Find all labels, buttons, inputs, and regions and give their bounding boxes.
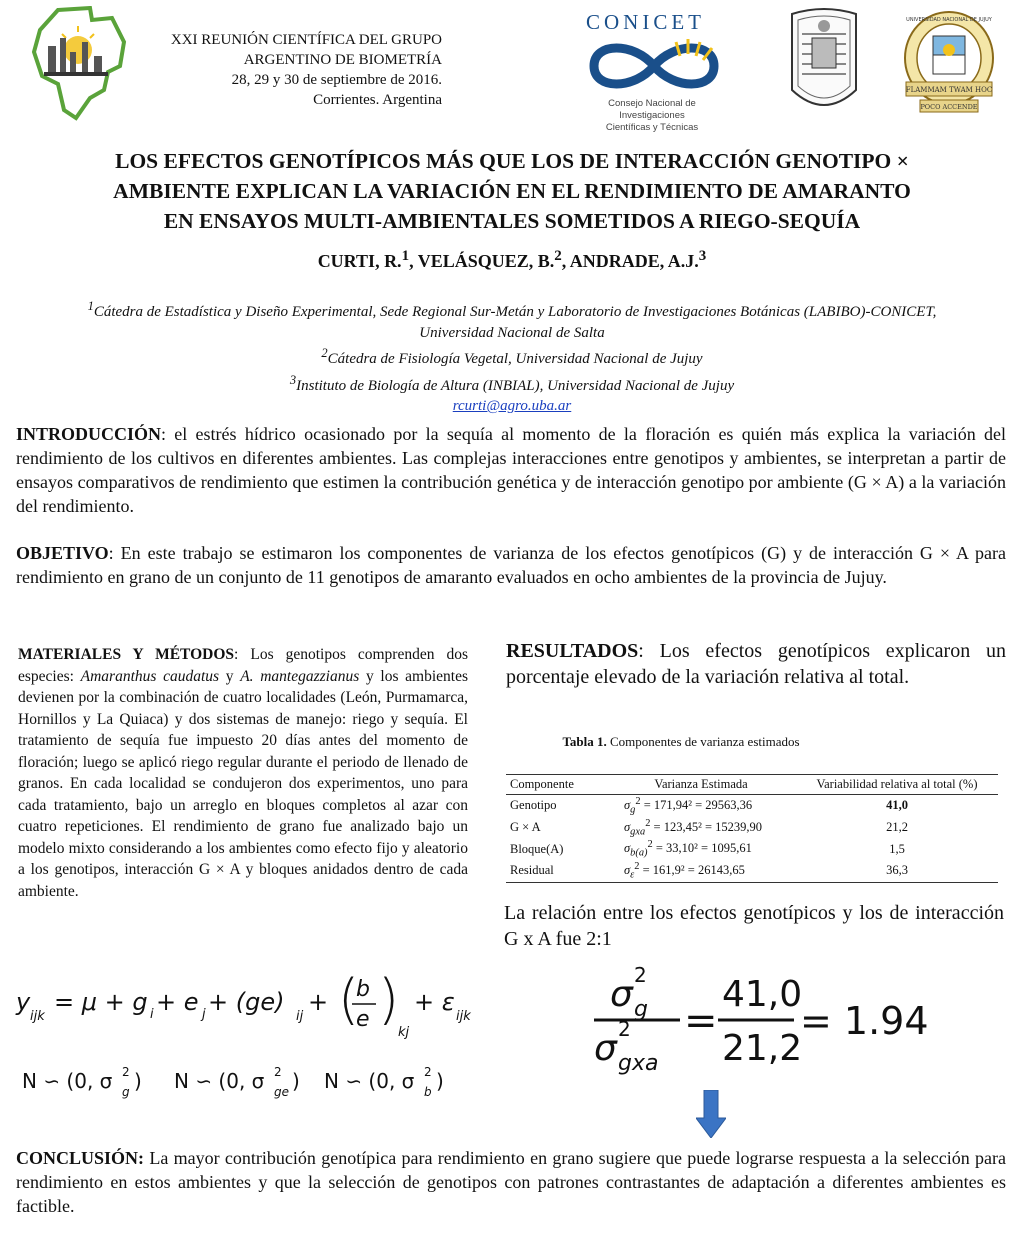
seal-top-text: UNIVERSIDAD NACIONAL DE JUJUY	[906, 17, 992, 23]
conicet-wordmark: CONICET	[586, 10, 705, 34]
objective-section: OBJETIVO: En este trabajo se estimaron los componentes de varianza de los efectos genotípicos (G) y de interacción G × A para rendimiento en grano de un conjunto de 11 genotipos de amaranto evaluados en ocho ambientes de la provincia de Jujuy.	[16, 543, 1006, 587]
column-header: Variabilidad relativa al total (%)	[796, 775, 998, 795]
svg-text:i: i	[150, 1007, 154, 1022]
svg-text:σ: σ	[610, 974, 633, 1015]
svg-text:+ ε: + ε	[414, 988, 455, 1016]
svg-text:gxa: gxa	[618, 1051, 659, 1076]
introduction-section: INTRODUCCIÓN: el estrés hídrico ocasionado por la sequía al momento de la floración es quién más explica la variación del rendimiento de los cultivos en diferentes ambientes. Las complejas interacciones entre genotipos y ambientes, se interpretan a partir de ensayos comparativos de rendimiento que estimen la contribución genética y de interacción genotipo por ambiente (G × A) a la variación del rendimiento.	[16, 424, 1006, 516]
svg-text:j: j	[202, 1007, 206, 1022]
event-line: 28, 29 y 30 de septiembre de 2016.	[231, 72, 442, 88]
event-line: XXI REUNIÓN CIENTÍFICA DEL GRUPO	[170, 32, 442, 48]
svg-text:= 1.94: = 1.94	[800, 999, 929, 1043]
svg-text:g: g	[634, 997, 648, 1022]
svg-text:): )	[292, 1069, 300, 1093]
section-heading: RESULTADOS	[506, 640, 639, 662]
event-line: ARGENTINO DE BIOMETRÍA	[243, 52, 442, 68]
svg-text:σ: σ	[594, 1028, 617, 1069]
svg-text:2: 2	[634, 963, 647, 987]
event-line: Corrientes. Argentina	[313, 92, 442, 108]
table-row: Residual $\sigma_\varepsilon^2 = 161,9^2 = 26143,65$ 36,3	[506, 860, 998, 882]
section-heading: INTRODUCCIÓN	[16, 424, 162, 444]
event-info	[130, 30, 442, 110]
svg-text:ijk: ijk	[30, 1009, 45, 1024]
svg-text:41,0: 41,0	[722, 974, 803, 1015]
variance-ratio-formula	[580, 960, 940, 1080]
table-row: Genotipo $\sigma_g^2 = 171,94^2 = 29563,36$ 41,0	[510, 796, 908, 816]
svg-text:2: 2	[274, 1065, 282, 1079]
section-heading: OBJETIVO	[16, 543, 109, 563]
svg-text:+: +	[308, 988, 329, 1016]
table-caption: Tabla 1. Componentes de varianza estimados	[562, 734, 800, 749]
down-arrow-icon	[696, 1090, 726, 1138]
svg-text:e: e	[356, 1007, 370, 1032]
svg-text:ijk: ijk	[456, 1009, 471, 1024]
conicet-subtitle: Consejo Nacional de Investigaciones Científicas y Técnicas	[605, 98, 699, 133]
svg-text:=: =	[684, 998, 718, 1044]
unju-seal	[902, 8, 996, 116]
svg-text:b: b	[356, 977, 370, 1002]
results-section: RESULTADOS: Los efectos genotípicos explicaron un porcentaje elevado de la variación relativa al total.	[506, 640, 1006, 688]
svg-text:g: g	[122, 1085, 130, 1099]
grupo-biometria-logo	[28, 6, 128, 124]
svg-text:(: (	[338, 970, 360, 1031]
svg-text:y: y	[16, 988, 31, 1016]
svg-text:ij: ij	[296, 1009, 304, 1024]
affiliations: $^1$Cátedra de Estadística y Diseño Experimental, Sede Regional Sur-Metán y Laboratorio de Investigaciones Botánicas (LABIBO)-CONICET, Universidad Nacional de Salta $^2$Cátedra de Fisiología Vegetal, Universidad Nacional de Jujuy $^3$Instituto de Biología de Altura (INBIAL), Universidad Nacional de Jujuy rcurti@agro.uba.ar	[87, 299, 937, 414]
table-row: G × A $\sigma_{gxa}^2 = 123,45^2 = 15239,90$ 21,2	[510, 817, 908, 838]
section-heading: MATERIALES Y MÉTODOS	[18, 646, 235, 663]
university-seal-icon	[786, 4, 862, 122]
email-link[interactable]: rcurti@agro.uba.ar	[452, 398, 572, 414]
svg-text:+ (ge): + (ge)	[208, 988, 285, 1016]
svg-text:): )	[378, 970, 400, 1031]
svg-text:N ∽ (0, σ: N ∽ (0, σ	[22, 1069, 113, 1093]
svg-text:kj: kj	[398, 1025, 410, 1040]
svg-text:2: 2	[618, 1017, 631, 1041]
svg-text:21,2: 21,2	[722, 1028, 803, 1069]
relation-statement: La relación entre los efectos genotípicos y los de interacción G x A fue 2:1	[504, 902, 1004, 950]
section-heading: CONCLUSIÓN:	[16, 1148, 145, 1168]
unju-seal-icon	[902, 8, 996, 116]
svg-text:= μ + g: = μ + g	[54, 988, 148, 1016]
page-title: LOS EFECTOS GENOTÍPICOS MÁS QUE LOS DE INTERACCIÓN GENOTIPO × AMBIENTE EXPLICAN LA VARIACIÓN EN EL RENDIMIENTO DE AMARANTO EN ENSAYOS MULTI-AMBIENTALES SOMETIDOS A RIEGO-SEQUÍA	[113, 149, 911, 233]
svg-text:ge: ge	[274, 1085, 289, 1099]
mixed-model-formula	[14, 970, 484, 1110]
variance-table	[506, 774, 998, 883]
methods-section: MATERIALES Y MÉTODOS: Los genotipos comprenden dos especies: Amaranthus caudatus y A. mantegazzianus y los ambientes devienen por la combinación de cuatro localidades (León, Purmamarca, Hornillos y La Quiaca) y dos sistemas de manejo: riego y sequía. El tratamiento de sequía fue impuesto 20 días antes del momento de floración; luego se aplicó riego regular durante el periodo de llenado de granos. En cada localidad se condujeron dos experimentos, uno para cada tratamiento, bajo un arreglo en bloques completos al azar con cuatro repeticiones. El rendimiento de grano fue analizado bajo un modelo mixto considerando a los ambientes como efecto fijo y aleatorio a los genotipos, interacción G × A y bloques anidados dentro de cada ambiente.	[18, 646, 469, 900]
svg-text:): )	[436, 1069, 444, 1093]
conicet-infinity-icon	[584, 36, 724, 94]
svg-text:b: b	[424, 1085, 432, 1099]
authors: CURTI, R.$^1$, VELÁSQUEZ, B.$^2$, ANDRADE, A.J.$^3$	[317, 248, 707, 271]
svg-text:): )	[134, 1069, 142, 1093]
svg-text:2: 2	[424, 1065, 432, 1079]
conicet-logo	[578, 10, 728, 133]
table-header-row	[506, 775, 998, 795]
seal-motto-text: POCO ACCENDE	[920, 103, 978, 111]
svg-text:2: 2	[122, 1065, 130, 1079]
table-row: Bloque(A) $\sigma_{b(a)}^2 = 33,10^2 = 1095,61$ 1,5	[510, 839, 905, 859]
column-header: Varianza Estimada	[606, 775, 796, 795]
svg-text:N ∽ (0, σ: N ∽ (0, σ	[324, 1069, 415, 1093]
column-header: Componente	[506, 775, 606, 795]
seal-banner-text: FLAMMAM TWAM HOC	[905, 86, 993, 94]
svg-text:+ e: + e	[156, 988, 199, 1016]
conclusion-section: CONCLUSIÓN: La mayor contribución genotípica para rendimiento en grano sugiere que puede lograrse respuesta a la selección para rendimiento en estos ambientes y que la selección de genotipos con patrones contrastantes de adaptación a diferentes ambientes es factible.	[16, 1148, 1006, 1216]
svg-text:N ∽ (0, σ: N ∽ (0, σ	[174, 1069, 265, 1093]
